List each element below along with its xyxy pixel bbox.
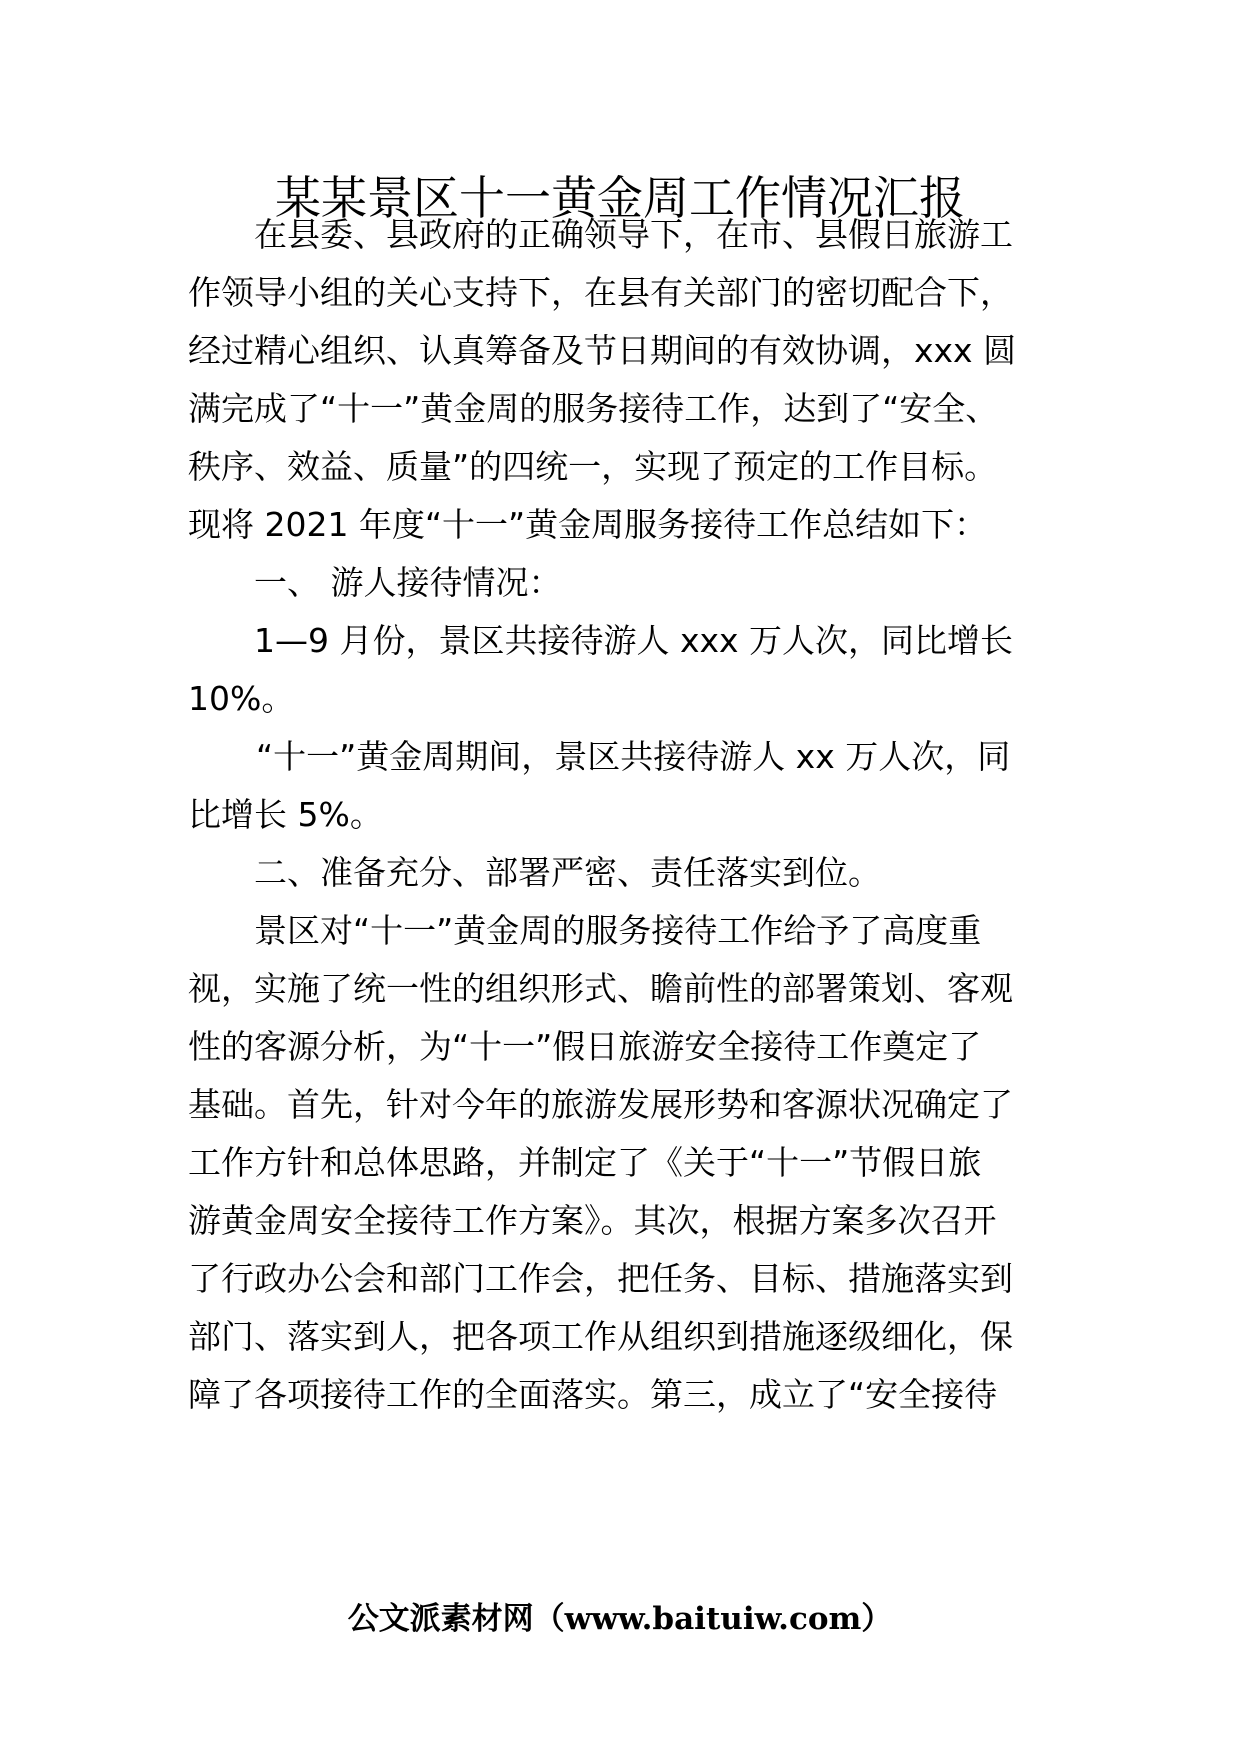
paragraph-line: 10%。 <box>188 679 295 718</box>
paragraph-line: 视，实施了统一性的组织形式、瞻前性的部署策划、客观 <box>188 969 1013 1008</box>
paragraph-line: 部门、落实到人，把各项工作从组织到措施逐级细化，保 <box>188 1317 1013 1356</box>
paragraph-line: 在县委、县政府的正确领导下，在市、县假日旅游工 <box>254 215 1013 254</box>
paragraph-line: 景区对“十一”黄金周的服务接待工作给予了高度重 <box>254 911 982 950</box>
section-heading: 一、 游人接待情况： <box>254 563 562 602</box>
paragraph-line: 经过精心组织、认真筹备及节日期间的有效协调，xxx 圆 <box>188 331 1017 370</box>
paragraph-line: 秩序、效益、质量”的四统一，实现了预定的工作目标。 <box>188 447 998 486</box>
paragraph-line: 游黄金周安全接待工作方案》。其次，根据方案多次召开 <box>188 1201 997 1240</box>
paragraph-line: 工作方针和总体思路，并制定了《关于“十一”节假日旅 <box>188 1143 982 1182</box>
paragraph-line: 比增长 5%。 <box>188 795 383 834</box>
paragraph-line: 了行政办公会和部门工作会，把任务、目标、措施落实到 <box>188 1259 1013 1298</box>
section-heading: 二、准备充分、部署严密、责任落实到位。 <box>254 853 881 892</box>
paragraph-line: 1—9 月份，景区共接待游人 xxx 万人次，同比增长 <box>254 621 1014 660</box>
paragraph-line: 现将 2021 年度“十一”黄金周服务接待工作总结如下： <box>188 505 988 544</box>
footer-watermark-text: 公文派素材网（www.baituiw.com） <box>347 1601 893 1637</box>
paragraph-line: 基础。首先，针对今年的旅游发展形势和客源状况确定了 <box>188 1085 1013 1124</box>
paragraph-line: 性的客源分析，为“十一”假日旅游安全接待工作奠定了 <box>188 1027 982 1066</box>
paragraph-line: 障了各项接待工作的全面落实。第三，成立了“安全接待 <box>188 1375 998 1414</box>
document-title: 某某景区十一黄金周工作情况汇报 <box>275 171 965 225</box>
paragraph-line: 作领导小组的关心支持下，在县有关部门的密切配合下， <box>188 273 1013 312</box>
paragraph-line: 满完成了“十一”黄金周的服务接待工作，达到了“安全、 <box>188 389 999 428</box>
paragraph-line: “十一”黄金周期间，景区共接待游人 xx 万人次，同 <box>256 737 1011 776</box>
